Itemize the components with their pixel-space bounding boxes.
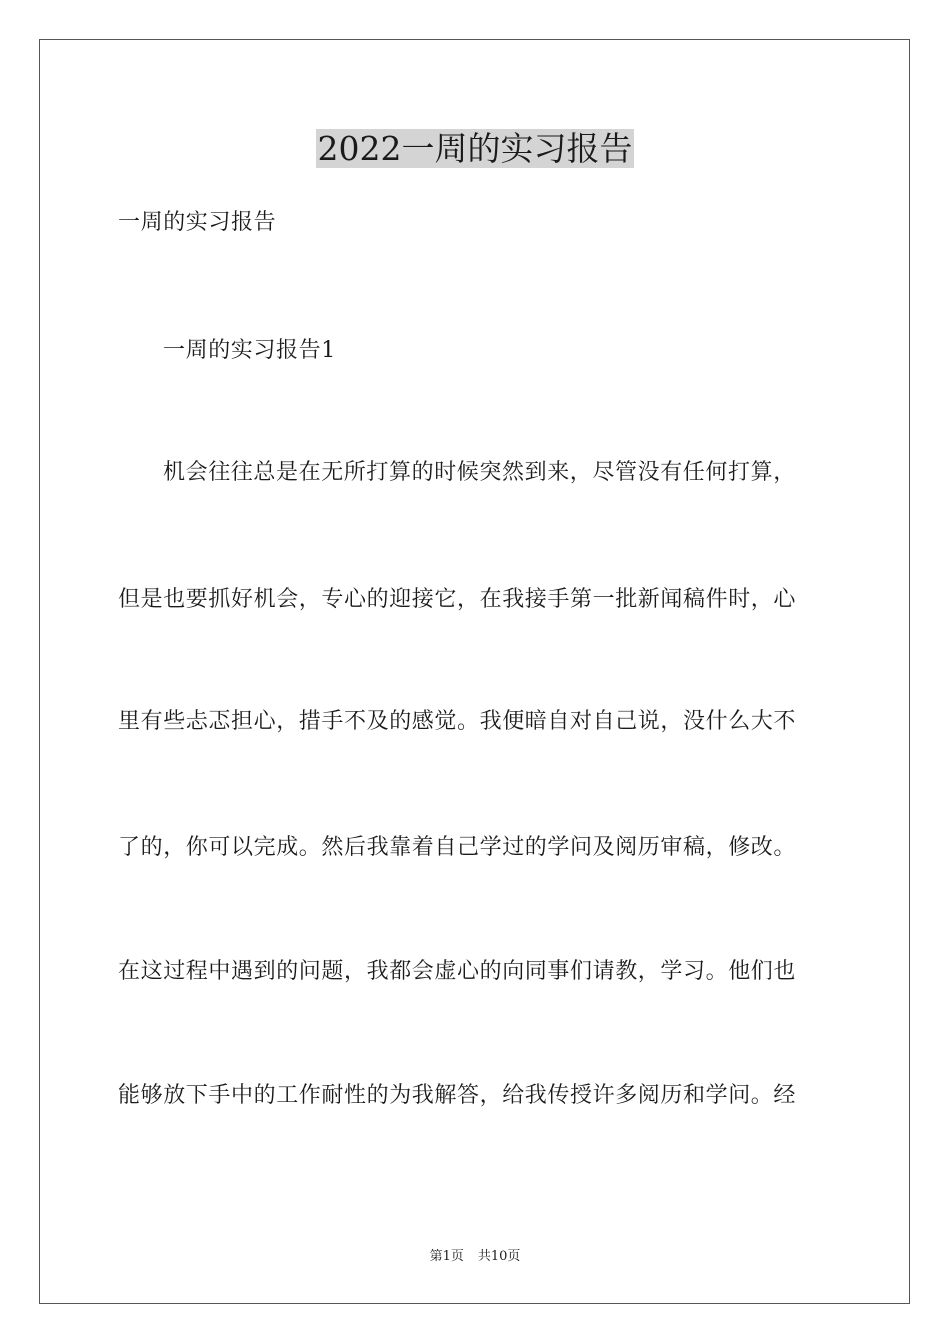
paragraph-line: 但是也要抓好机会，专心的迎接它，在我接手第一批新闻稿件时，心 xyxy=(118,587,797,612)
document-subtitle: 一周的实习报告 xyxy=(118,210,277,235)
paragraph-line: 在这过程中遇到的问题，我都会虚心的向同事们请教，学习。他们也 xyxy=(118,959,797,984)
page-number: 第1页 xyxy=(429,1249,464,1264)
paragraph-line: 能够放下手中的工作耐性的为我解答，给我传授许多阅历和学问。经 xyxy=(118,1083,797,1108)
section-heading: 一周的实习报告1 xyxy=(163,338,336,363)
paragraph-line: 了的，你可以完成。然后我靠着自己学过的学问及阅历审稿，修改。 xyxy=(118,835,797,860)
total-pages: 共10页 xyxy=(477,1249,521,1264)
document-title-text: 2022一周的实习报告 xyxy=(317,129,633,168)
page-footer xyxy=(0,1248,950,1266)
document-title xyxy=(0,127,950,171)
paragraph-line: 机会往往总是在无所打算的时候突然到来，尽管没有任何打算， xyxy=(163,460,796,485)
paragraph-line: 里有些忐忑担心，措手不及的感觉。我便暗自对自己说，没什么大不 xyxy=(118,709,797,734)
